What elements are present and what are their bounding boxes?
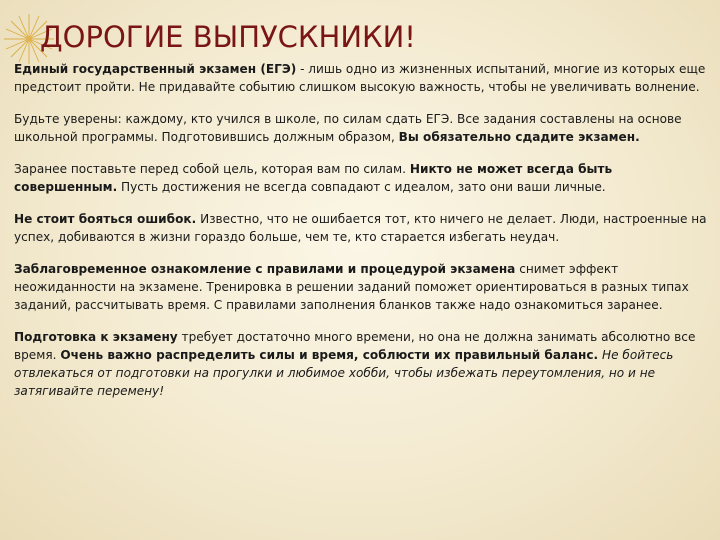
paragraph-run: Вы обязательно сдадите экзамен.	[398, 130, 640, 145]
paragraph-run: Очень важно распределить силы и время, соблюсти их правильный баланс.	[60, 347, 599, 362]
paragraph-run: Не бойтесь отвлекаться от подготовки на прогулки и любимое хобби, чтобы избежать переутомления, но и не затягивайте перемену!	[14, 347, 674, 399]
paragraph-run: Подготовка к экзамену	[14, 329, 178, 344]
paragraph	[14, 110, 710, 146]
paragraph	[14, 160, 710, 196]
paragraph-run: Будьте уверены: каждому, кто учился в школе, по силам сдать ЕГЭ. Все задания составлены на основе школьной программы. Подготовившись должным образом,	[14, 111, 682, 145]
paragraph	[14, 260, 710, 315]
paragraph-run: Единый государственный экзамен (ЕГЭ)	[14, 62, 297, 76]
paragraph-run: снимет эффект неожиданности на экзамене. Тренировка в решении заданий поможет ориентироваться в разных типах заданий, рассчитывать время. С правилами заполнения бланков также надо ознакомиться заранее.	[14, 261, 689, 313]
paragraph-run: Заблаговременное ознакомление с правилами и процедурой экзамена	[14, 261, 516, 276]
paragraph-run: требует достаточно много времени, но она не должна занимать абсолютно все время.	[14, 329, 696, 362]
paragraph-run: - лишь одно из жизненных испытаний, многие из которых еще предстоит пройти. Не придавайте событию слишком высокую важность, чтобы не увеличивать волнение.	[14, 62, 706, 95]
paragraph	[14, 60, 710, 96]
paragraph-run: Заранее поставьте перед собой цель, которая вам по силам.	[14, 161, 410, 176]
paragraph-run: Не стоит бояться ошибок.	[14, 211, 197, 226]
paragraph	[14, 210, 710, 246]
text-body	[14, 60, 710, 414]
paragraph-run: Никто не может всегда быть совершенным.	[14, 161, 613, 195]
page-title: ДОРОГИЕ ВЫПУСКНИКИ!	[40, 20, 416, 54]
paragraph-run: Пусть достижения не всегда совпадают с идеалом, зато они ваши личные.	[117, 180, 606, 195]
paragraph-run: Известно, что не ошибается тот, кто ничего не делает. Люди, настроенные на успех, добиваются в жизни гораздо больше, чем те, кто старается избегать неудач.	[14, 211, 707, 244]
paragraph	[14, 328, 710, 401]
